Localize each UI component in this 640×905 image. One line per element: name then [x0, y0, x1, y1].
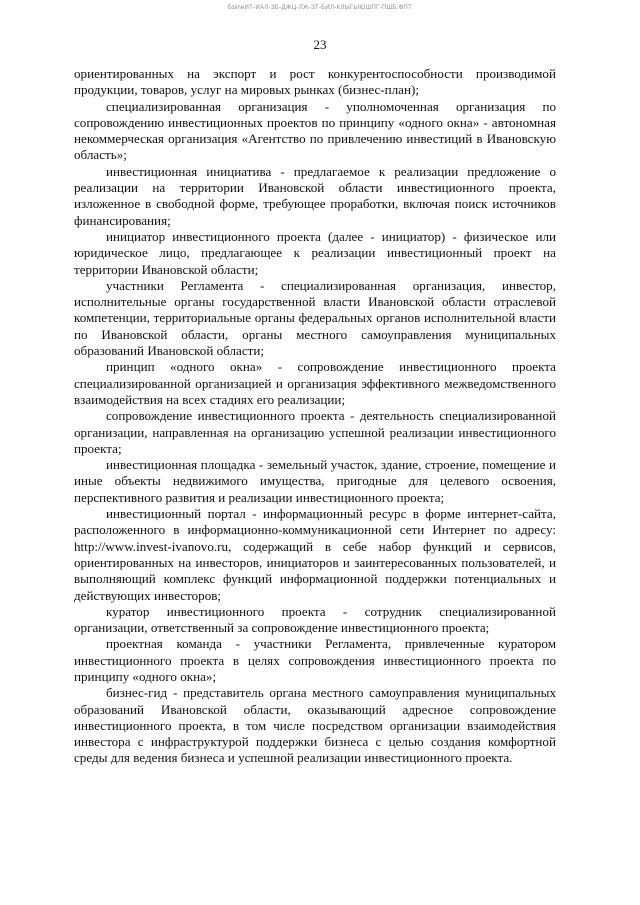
paragraph-export-business-plan: ориентированных на экспорт и рост конкурентоспособности производимой продукции, товаров, услуг на мировых рынках (бизнес-план); [74, 66, 556, 98]
paragraph-project-curator: куратор инвестиционного проекта - сотрудник специализированной организации, ответственный за сопровождение инвестиционного проекта; [74, 603, 556, 636]
body-text [74, 66, 556, 767]
paragraph-business-guide: бизнес-гид - представитель органа местного самоуправления муниципальных образований Ивановской области, оказывающий адресное сопровождение инвестиционного проекта, в том числе посредством организации взаимодействия инвестора с инфраструктурой поддержки бизнеса с целью создания комфортной среды для ведения бизнеса и успешной реализации инвестиционного проекта. [74, 685, 556, 766]
paragraph-project-initiator: инициатор инвестиционного проекта (далее - инициатор) - физическое или юридическое лицо, предлагающее к реализации инвестиционный проект на территории Ивановской области; [74, 228, 556, 277]
paragraph-investment-portal: инвестиционный портал - информационный ресурс в форме интернет-сайта, расположенного в информационно-коммуникационной сети Интернет по адресу: http://www.invest-ivanovo.ru, содержащий в себе набор функций и сервисов, ориентированных на инвесторов, инициаторов и заинтересованных пользователей, и выполняющий комплекс функций информационной поддержки потенциальных и действующих инвесторов; [74, 506, 556, 603]
paragraph-regulation-participants: участники Регламента - специализированная организация, инвестор, исполнительные органы государственной власти Ивановской области отраслевой компетенции, территориальные органы федеральных органов исполнительной власти по Ивановской области, органы местного самоуправления муниципальных образований Ивановской области; [74, 277, 556, 359]
paragraph-specialized-organization: специализированная организация - уполномоченная организация по сопровождению инвестиционных проектов по принципу «одного окна» - автономная некоммерческая организация «Агентство по привлечению инвестиций в Ивановскую область»; [74, 98, 556, 163]
paragraph-project-team: проектная команда - участники Регламента, привлеченные куратором инвестиционного проекта в целях сопровождения инвестиционного проекта по принципу «одного окна»; [74, 636, 556, 684]
paragraph-project-support: сопровождение инвестиционного проекта - деятельность специализированной организации, направленная на организацию успешной реализации инвестиционного проекта; [74, 408, 556, 456]
paragraph-investment-initiative: инвестиционная инициатива - предлагаемое к реализации предложение о реализации на территории Ивановской области инвестиционного проекта, изложенное в свободной форме, требующее проработки, включая поиск источников финансирования; [74, 163, 556, 228]
page-number: 23 [313, 37, 327, 52]
paragraph-investment-site: инвестиционная площадка - земельный участок, здание, строение, помещение и иные объекты недвижимого имущества, пригодные для целевого освоения, перспективного развития и реализации инвестиционного проекта; [74, 457, 556, 505]
paragraph-one-window-principle: принцип «одного окна» - сопровождение инвестиционного проекта специализированной организацией и организация эффективного межведомственного взаимодействия на всех стадиях его реализации; [74, 359, 556, 407]
header-stamp: БЫ№ИТ-ИАЛ-ЗБ-ДЖЦ-ЛЖ-ЗТ-БИЛ-КЛЫГЫЮШПГ-ПШБ.ФПТ [227, 5, 413, 11]
